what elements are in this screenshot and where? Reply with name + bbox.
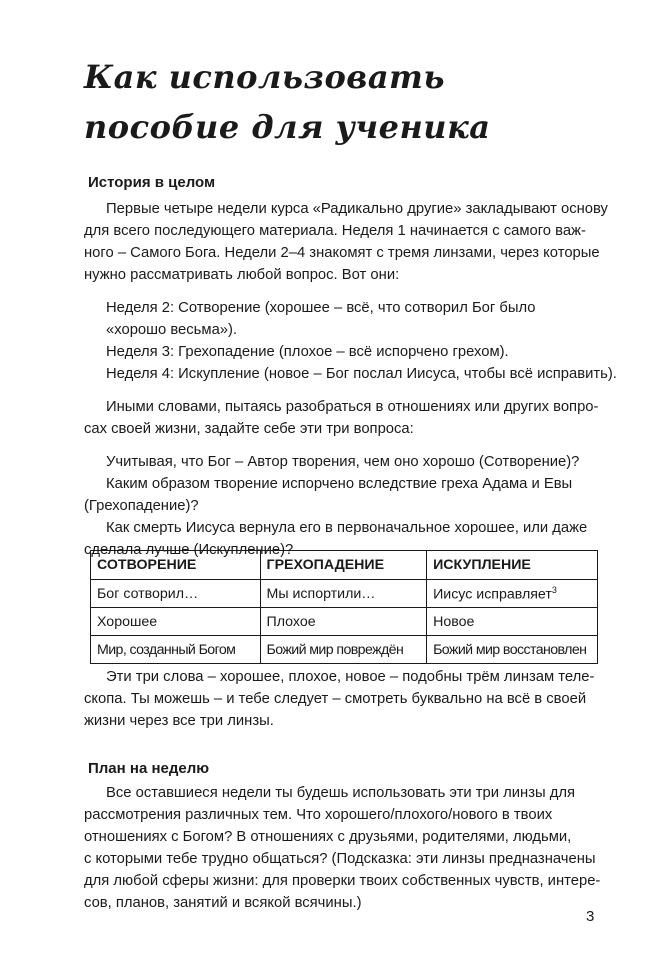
paragraph-line: Иными словами, пытаясь разобраться в отношениях или других вопро- (106, 399, 599, 415)
paragraph-line: ного – Самого Бога. Недели 2–4 знакомят с тремя линзами, через которые (84, 245, 600, 261)
paragraph-line: сов, планов, занятий и всякой всячины.) (84, 895, 362, 911)
table-cell: Божий мир повреждён (260, 636, 427, 664)
paragraph-line: отношениях с Богом? В отношениях с друзьями, родителями, людьми, (84, 829, 572, 845)
paragraph-line: скопа. Ты можешь – и тебе следует – смотреть буквально на всё в своей (84, 691, 587, 707)
section-week-plan-body (84, 782, 601, 914)
paragraph-line: Первые четыре недели курса «Радикально другие» закладывают основу (106, 201, 608, 217)
table-cell: Божий мир восстановлен (427, 636, 598, 664)
page-title-line-1: Как использовать (84, 58, 446, 96)
paragraph-line: сах своей жизни, задайте себе эти три вопроса: (84, 421, 414, 437)
table-cell: Плохое (260, 608, 427, 636)
table-header-row (91, 551, 598, 580)
question-line: сделала лучше (Искупление)? (84, 542, 294, 558)
week-item: Неделя 4: Искупление (новое – Бог послал Иисуса, чтобы всё исправить). (106, 366, 617, 382)
week-item: Неделя 3: Грехопадение (плохое – всё испорчено грехом). (106, 344, 509, 360)
question-line: Каким образом творение испорчено вследствие греха Адама и Евы (106, 476, 573, 492)
paragraph-line: жизни через все три линзы. (84, 713, 274, 729)
table-row (91, 608, 598, 636)
table-cell-text: Иисус исправляет (433, 586, 552, 603)
week-item: Неделя 2: Сотворение (хорошее – всё, что сотворил Бог было (106, 300, 536, 316)
table-header-cell: ГРЕХОПАДЕНИЕ (260, 551, 427, 580)
paragraph-line: с которыми тебе трудно общаться? (Подсказка: эти линзы предназначены (84, 851, 596, 867)
question-line: Учитывая, что Бог – Автор творения, чем оно хорошо (Сотворение)? (106, 454, 580, 470)
lenses-table (90, 550, 598, 664)
page-title-line-2: пособие для ученика (84, 108, 491, 146)
footnote-mark: 3 (551, 584, 557, 595)
paragraph-line: Эти три слова – хорошее, плохое, новое – подобны трём линзам теле- (106, 669, 595, 685)
table-header-cell: ИСКУПЛЕНИЕ (427, 551, 598, 580)
paragraph-line: рассмотрения различных тем. Что хорошего/плохого/нового в твоих (84, 807, 553, 823)
after-table-paragraph (84, 666, 594, 732)
paragraph-line: для всего последующего материала. Неделя 1 начинается с самого важ- (84, 223, 586, 239)
table-header-cell: СОТВОРЕНИЕ (91, 551, 261, 580)
question-line: Как смерть Иисуса вернула его в первоначальное хорошее, или даже (106, 520, 588, 536)
table-cell: Бог сотворил… (91, 580, 261, 608)
table-cell: Мы испортили… (260, 580, 427, 608)
table-cell (427, 580, 598, 608)
table-cell: Новое (427, 608, 598, 636)
paragraph-line: Все оставшиеся недели ты будешь использовать эти три линзы для (106, 785, 576, 801)
section-heading-story: История в целом (88, 174, 216, 191)
section-heading-week-plan: План на неделю (88, 760, 210, 777)
paragraph-line: для любой сферы жизни: для проверки твоих собственных чувств, интере- (84, 873, 601, 889)
table-cell: Мир, созданный Богом (91, 636, 261, 664)
table-row (91, 636, 598, 664)
section-story-body (84, 198, 617, 561)
week-item: «хорошо весьма»). (106, 322, 238, 338)
page-number: 3 (586, 908, 595, 925)
table-row (91, 580, 598, 608)
table-cell: Хорошее (91, 608, 261, 636)
question-line: (Грехопадение)? (84, 498, 199, 514)
paragraph-line: нужно рассматривать любой вопрос. Вот они: (84, 267, 400, 283)
page-title (84, 52, 490, 152)
